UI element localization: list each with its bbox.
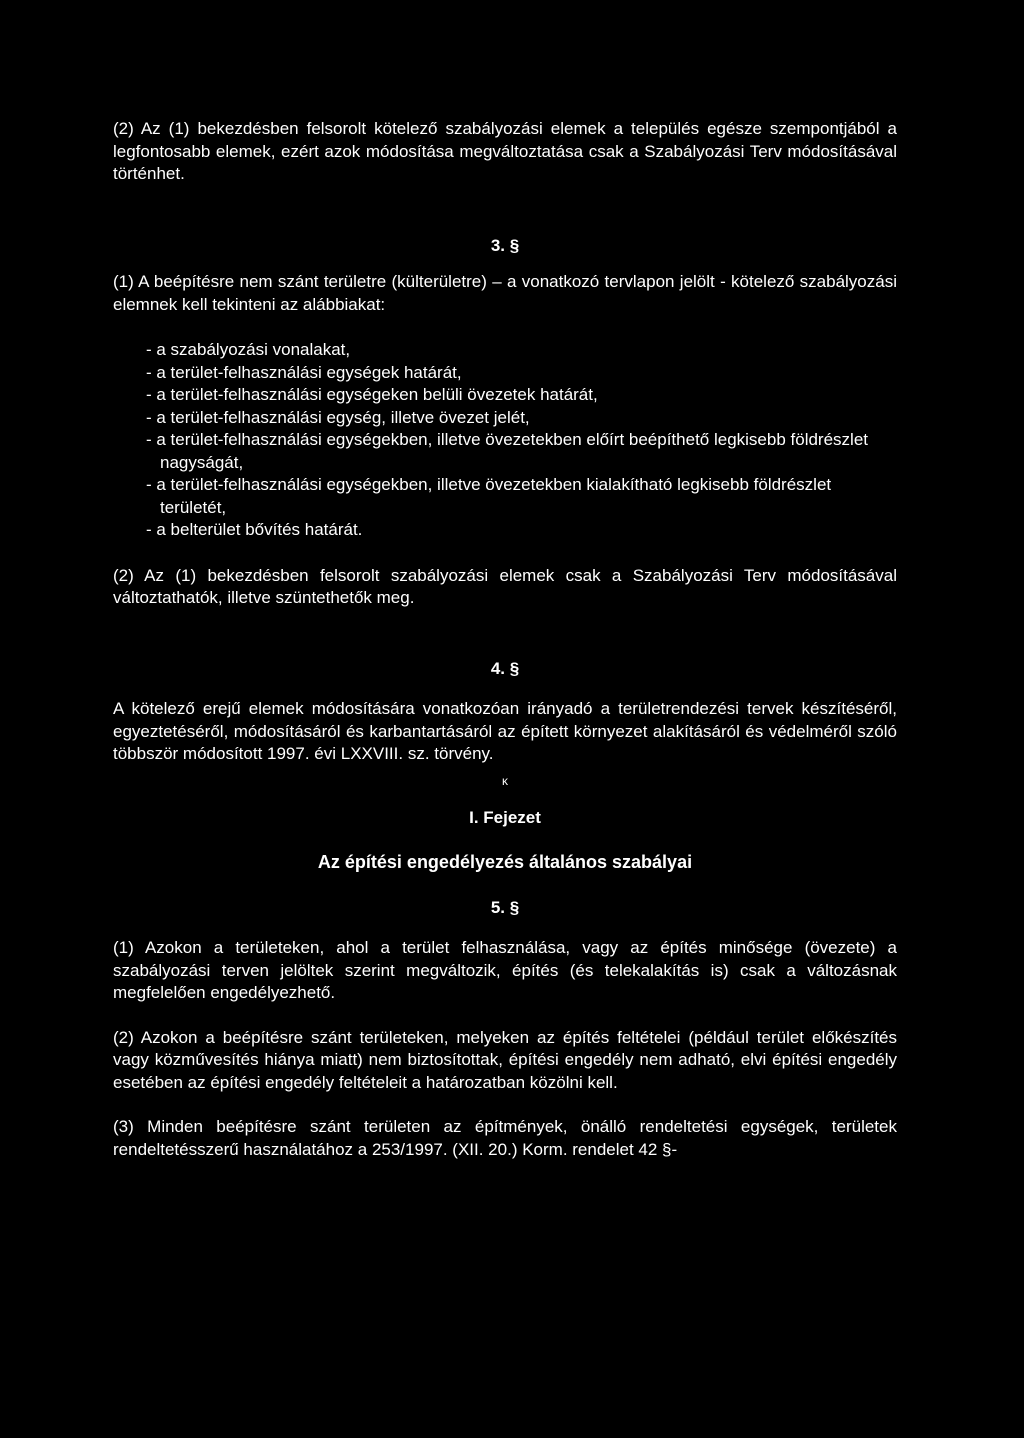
list-item: - a terület-felhasználási egységeken belüli övezetek határát, (146, 385, 598, 404)
chapter-heading: I. Fejezet (469, 807, 541, 827)
list-item: - a terület-felhasználási egységek határát, (146, 362, 462, 382)
list-item: - a szabályozási vonalakat, (146, 340, 351, 359)
section-4-heading: 4. § (490, 658, 520, 678)
section-5-heading: 5. § (490, 897, 520, 917)
paragraph-5-3: (3) Minden beépítésre szánt területen az építmények, önálló rendeltetési egységek, területek rendeltetésszerű használatához a 253/1997. (XII. 20.) Korm. rendelet 42 §- (113, 1117, 897, 1159)
document-page (113, 118, 897, 1161)
list-item: - a terület-felhasználási egységekben, illetve övezetekben előírt beépíthető legkisebb földrészlet nagyságát, (146, 430, 868, 472)
section-3-heading: 3. § (490, 235, 520, 255)
paragraph-5-2: (2) Azokon a beépítésre szánt területeken, melyeken az építés feltételei (például terület előkészítés vagy közművesítés hiánya miatt) nem biztosítottak, építési engedély nem adható, elvi építési engedély esetében az építési engedély feltételeit a határozatban közölni kell. (113, 1027, 897, 1092)
paragraph-3-1: (1) A beépítésre nem szánt területre (külterületre) – a vonatkozó tervlapon jelölt - kötelező szabályozási elemnek kell tekinteni az alábbiakat: (113, 272, 897, 314)
section-3-list (113, 339, 897, 542)
paragraph-2-2: (2) Az (1) bekezdésben felsorolt kötelező szabályozási elemek a település egésze szempontjából a legfontosabb elemek, ezért azok módosítása megváltoztatása csak a Szabályozási Terv módosításával történhet. (113, 119, 897, 183)
paragraph-3-2: (2) Az (1) bekezdésben felsorolt szabályozási elemek csak a Szabályozási Terv módosításával változtathatók, illetve szüntethetők meg. (113, 565, 897, 607)
list-item: - a terület-felhasználási egységekben, illetve övezetekben kialakítható legkisebb földrészlet területét, (146, 475, 832, 517)
list-item: - a belterület bővítés határát. (146, 520, 363, 539)
list-item: - a terület-felhasználási egység, illetve övezet jelét, (146, 407, 530, 427)
chapter-title: Az építési engedélyezés általános szabályai (317, 852, 693, 872)
scan-mark: ĸ (502, 773, 508, 788)
paragraph-4: A kötelező erejű elemek módosítására vonatkozóan irányadó a területrendezési tervek készítéséről, egyeztetéséről, módosításáról és karbantartásáról az épített környezet alakításáról és védelméről szóló többször módosított 1997. évi LXXVIII. sz. törvény. (113, 699, 897, 763)
paragraph-5-1: (1) Azokon a területeken, ahol a terület felhasználása, vagy az építés minősége (övezete) a szabályozási terven jelöltek szerint megváltozik, építés (és telekalakítás is) csak a változásnak megfelelően engedélyezhető. (113, 938, 897, 1002)
